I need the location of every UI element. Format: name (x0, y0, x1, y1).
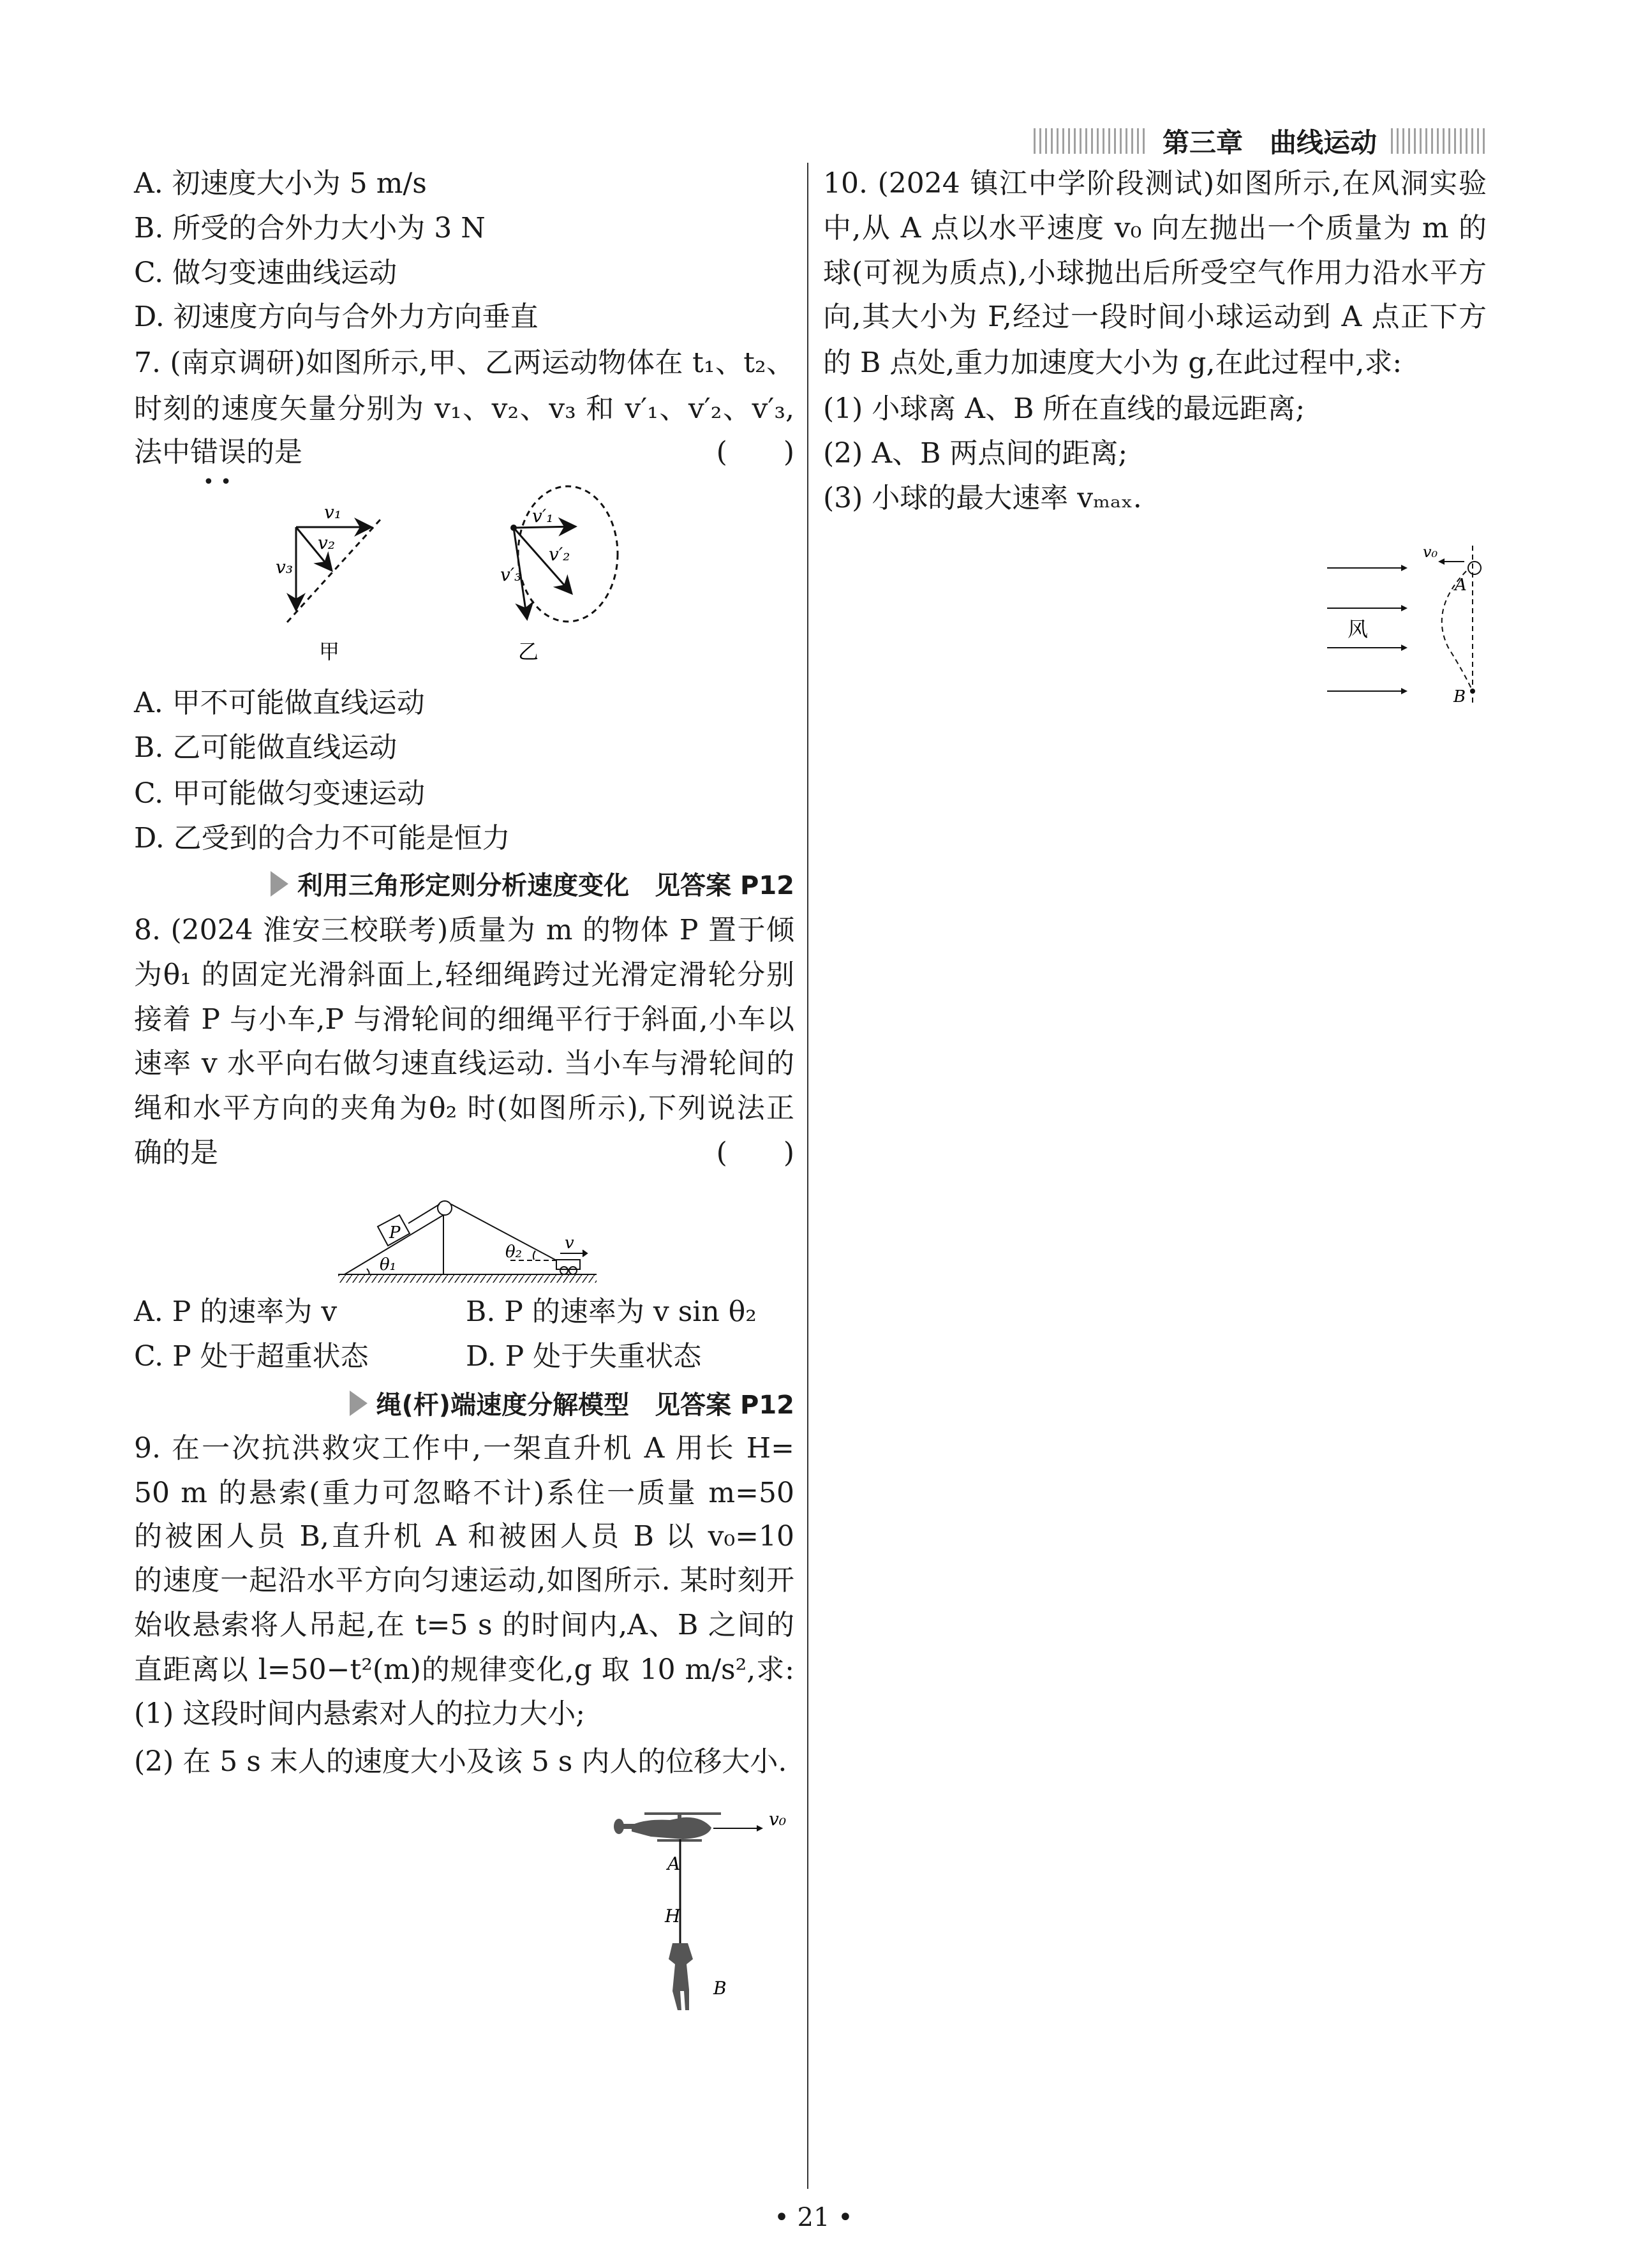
header-hatch-left (1034, 128, 1148, 154)
q10-wind-tunnel-figure (1321, 539, 1493, 715)
label-v2-prime: v′₂ (549, 544, 570, 565)
q8-option-c: C. P 处于超重状态 (134, 1340, 369, 1373)
q7-figure (268, 485, 676, 676)
q9-helicopter-figure (606, 1800, 804, 2029)
q6-option-a: A. 初速度大小为 5 m/s (134, 167, 427, 200)
label-v1: v₁ (324, 502, 342, 523)
q9-line: 的被困人员 B,直升机 A 和被困人员 B 以 v₀=10 (134, 1520, 794, 1553)
column-divider (807, 163, 808, 2189)
chapter-title: 第三章 曲线运动 (1162, 127, 1377, 158)
label-h: H (665, 1906, 681, 1927)
chapter-header (1034, 124, 1487, 158)
label-v3-prime: v′₃ (500, 564, 522, 585)
q7-line: 时刻的速度矢量分别为 v₁、v₂、v₃ 和 v′₁、v′₂、v′₃, (134, 392, 794, 425)
q8-line: 速率 v 水平向右做匀速直线运动. 当小车与滑轮间的 (134, 1047, 794, 1080)
q8-line: 为θ₁ 的固定光滑斜面上,轻细绳跨过光滑定滑轮分别 (134, 959, 794, 991)
q7-line (134, 435, 794, 470)
q10-line: 的 B 点处,重力加速度大小为 g,在此过程中,求: (823, 347, 1402, 379)
q7-option-c: C. 甲可能做匀变速运动 (134, 777, 426, 810)
page-number: • 21 • (774, 2203, 853, 2232)
q7-option-b: B. 乙可能做直线运动 (134, 731, 397, 764)
label-wind: 风 (1348, 617, 1369, 641)
q9-line: 的速度一起沿水平方向匀速运动,如图所示. 某时刻开 (134, 1564, 794, 1597)
play-arrow-icon (350, 1391, 368, 1416)
label-a: A (1455, 576, 1467, 595)
q10-sub-3: (3) 小球的最大速率 vₘₐₓ. (823, 482, 1142, 514)
q10-line: 中,从 A 点以水平速度 v₀ 向左抛出一个质量为 m 的 (823, 212, 1487, 244)
section-header-triangle-rule[interactable] (271, 865, 794, 902)
answer-blank: ( ) (716, 1137, 794, 1169)
label-v2: v₂ (318, 532, 336, 553)
q8-line: 8. (2024 淮安三校联考)质量为 m 的物体 P 置于倾 (134, 914, 794, 946)
q7-option-a: A. 甲不可能做直线运动 (134, 687, 425, 719)
section-header-rope-model[interactable] (350, 1385, 794, 1421)
header-hatch-right (1391, 128, 1487, 154)
q6-option-d: D. 初速度方向与合外力方向垂直 (134, 301, 539, 333)
label-jia: 甲 (319, 639, 340, 664)
q9-line: 始收悬索将人吊起,在 t=5 s 的时间内,A、B 之间的 (134, 1609, 794, 1641)
q10-line: 向,其大小为 F,经过一段时间小球运动到 A 点正下方 (823, 301, 1487, 333)
q9-sub-2: (2) 在 5 s 末人的速度大小及该 5 s 内人的位移大小. (134, 1745, 787, 1778)
label-a: A (667, 1853, 681, 1874)
q10-line-text: 10. (2024 镇江中学阶段测试)如图所示,在风洞实验 (823, 167, 1487, 200)
label-v0: v₀ (1423, 543, 1438, 561)
q8-line (134, 1135, 794, 1171)
emphasis-dots: • • (203, 471, 232, 493)
q8-option-a: A. P 的速率为 v (134, 1295, 338, 1328)
label-b: B (713, 1978, 727, 1999)
q8-option-b: B. P 的速率为 v sin θ₂ (466, 1295, 757, 1328)
label-v1-prime: v′₁ (532, 505, 554, 526)
q9-line: 50 m 的悬索(重力可忽略不计)系住一质量 m=50 (134, 1477, 794, 1509)
q8-line: 绳和水平方向的夹角为θ₂ 时(如图所示),下列说法正 (134, 1092, 794, 1124)
label-v: v (565, 1234, 574, 1253)
q8-line: 接着 P 与小车,P 与滑轮间的细绳平行于斜面,小车以 (134, 1003, 794, 1036)
q10-line: 球(可视为质点),小球抛出后所受空气作用力沿水平方 (823, 257, 1487, 289)
q8-figure (319, 1187, 613, 1289)
q9-line: 9. 在一次抗洪救灾工作中,一架直升机 A 用长 H= (134, 1432, 794, 1465)
q7-option-d: D. 乙受到的合力不可能是恒力 (134, 822, 510, 854)
q8-option-d: D. P 处于失重状态 (466, 1340, 702, 1373)
label-theta2: θ₂ (505, 1242, 523, 1262)
q9-line: 直距离以 l=50−t²(m)的规律变化,g 取 10 m/s²,求: (134, 1653, 794, 1686)
section-title: 绳(杆)端速度分解模型 见答案 P12 (376, 1391, 794, 1420)
q6-option-b: B. 所受的合外力大小为 3 N (134, 212, 486, 244)
q6-option-c: C. 做匀变速曲线运动 (134, 257, 397, 289)
label-p: P (389, 1223, 401, 1242)
label-v0: v₀ (769, 1809, 787, 1830)
q10-line (823, 166, 1487, 202)
section-title: 利用三角形定则分析速度变化 见答案 P12 (297, 871, 794, 900)
label-b: B (1453, 687, 1466, 706)
q7-line: 7. (南京调研)如图所示,甲、乙两运动物体在 t₁、t₂、 (134, 347, 794, 379)
q8-line-text: 确的是 (134, 1137, 218, 1169)
q10-sub-1: (1) 小球离 A、B 所在直线的最远距离; (823, 392, 1305, 425)
label-theta1: θ₁ (380, 1255, 397, 1274)
play-arrow-icon (271, 871, 288, 897)
q9-sub-1: (1) 这段时间内悬索对人的拉力大小; (134, 1697, 586, 1730)
q10-sub-2: (2) A、B 两点间的距离; (823, 437, 1128, 470)
answer-blank: ( ) (716, 436, 794, 468)
q7-line-text: 法中错误的是 (134, 436, 302, 468)
label-yi: 乙 (518, 639, 539, 664)
label-v3: v₃ (276, 556, 293, 578)
